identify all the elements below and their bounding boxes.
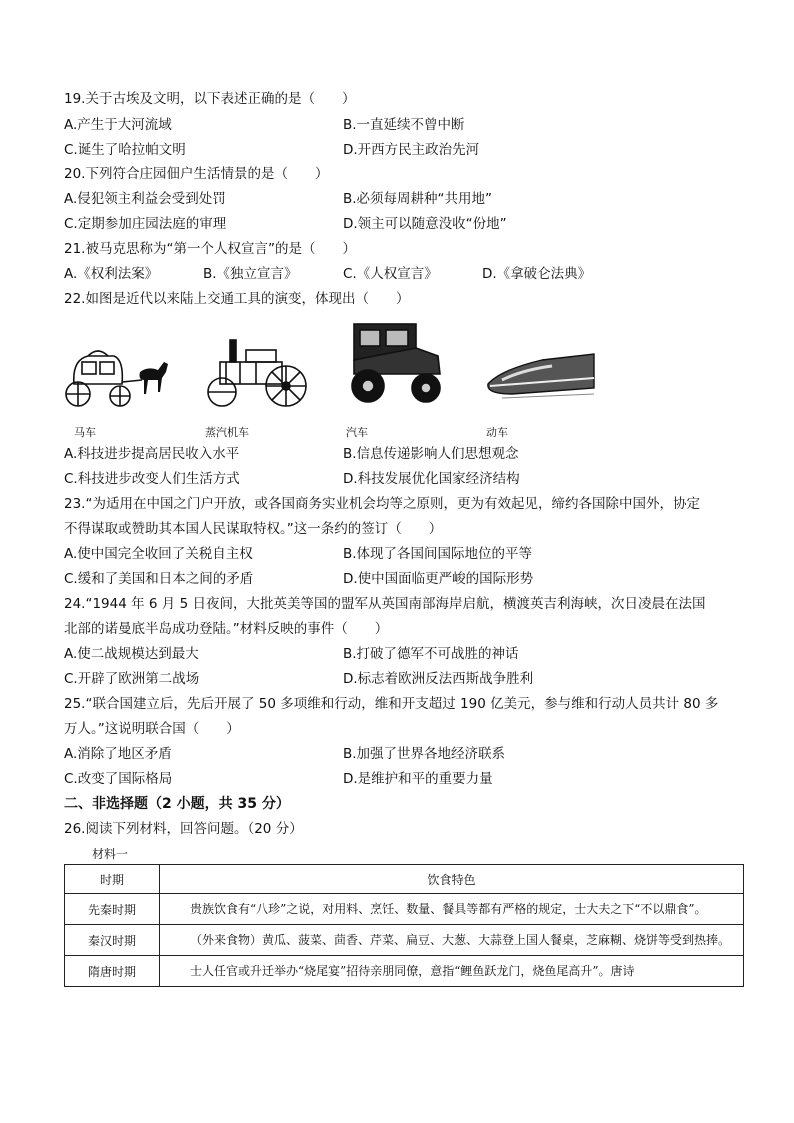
- table-header-row: [65, 865, 744, 894]
- q25-option-d: D.是维护和平的重要力量: [343, 771, 493, 787]
- q24-stem-line1: 24.“1944 年 6 月 5 日夜间，大批英美等国的盟军从英国南部海岸启航，横渡英吉利海峡，次日凌晨在法国: [64, 596, 706, 612]
- row-feature: 贵族饮食有“八珍”之说，对用料、烹饪、数量、餐具等都有严格的规定，士大夫之下“不以鼎食”。: [160, 894, 744, 925]
- q19-option-c: C.诞生了哈拉帕文明: [64, 142, 186, 158]
- section-heading: 二、非选择题（2 小题，共 35 分）: [64, 796, 290, 812]
- q22-option-d: D.科技发展优化国家经济结构: [343, 471, 520, 487]
- q23-stem-line1: 23.“为适用在中国之门户开放，或各国商务实业机会均等之原则，更为有效起见，缔约各国除中国外，协定: [64, 496, 700, 512]
- q25-option-b: B.加强了世界各地经济联系: [343, 746, 506, 762]
- q24-stem-line2: 北部的诺曼底半岛成功登陆。”材料反映的事件（ ）: [64, 621, 389, 637]
- table-row: [65, 894, 744, 925]
- q24-option-c: C.开辟了欧洲第二战场: [64, 671, 200, 687]
- row-period: 先秦时期: [65, 894, 160, 925]
- q21-option-a: A.《权利法案》: [64, 266, 159, 282]
- q25-option-a: A.消除了地区矛盾: [64, 746, 172, 762]
- q20-option-d: D.领主可以随意没收“份地”: [343, 216, 507, 232]
- q23-option-c: C.缓和了美国和日本之间的矛盾: [64, 571, 254, 587]
- q23-stem-line2: 不得谋取或赞助其本国人民谋取特权。”这一条约的签订（ ）: [64, 521, 443, 537]
- q25-option-c: C.改变了国际格局: [64, 771, 173, 787]
- q24-option-a: A.使二战规模达到最大: [64, 646, 199, 662]
- figure-caption-train: 动车: [486, 426, 508, 439]
- q21-stem: 21.被马克思称为“第一个人权宣言”的是（ ）: [64, 241, 356, 257]
- q19-option-a: A.产生于大河流域: [64, 117, 172, 133]
- q20-option-b: B.必须每周耕种“共用地”: [343, 191, 493, 207]
- q22-option-b: B.信息传递影响人们思想观念: [343, 446, 519, 462]
- table-row: [65, 956, 744, 987]
- q23-option-a: A.使中国完全收回了关税自主权: [64, 546, 253, 562]
- q23-option-d: D.使中国面临更严峻的国际形势: [343, 571, 534, 587]
- q19-stem: 19.关于古埃及文明，以下表述正确的是（ ）: [64, 91, 356, 107]
- material-label: 材料一: [92, 847, 129, 861]
- q24-option-b: B.打破了德军不可战胜的神话: [343, 646, 519, 662]
- q19-option-b: B.一直延续不曾中断: [343, 117, 465, 133]
- q21-option-c: C.《人权宣言》: [343, 266, 438, 282]
- diet-table: [64, 864, 744, 987]
- row-feature: （外来食物）黄瓜、菠菜、茴香、芹菜、扁豆、大葱、大蒜登上国人餐桌，芝麻糊、烧饼等受到热捧。: [160, 925, 744, 956]
- figure-caption-steam-engine: 蒸汽机车: [205, 426, 249, 439]
- q19-option-d: D.开西方民主政治先河: [343, 142, 480, 158]
- carriage-figure: [62, 342, 174, 412]
- row-feature: 士人任官或升迁举办“烧尾宴”招待亲朋同僚，意指“鲤鱼跃龙门，烧鱼尾高升”。唐诗: [160, 956, 744, 987]
- figure-caption-car: 汽车: [346, 426, 368, 439]
- q24-option-d: D.标志着欧洲反法西斯战争胜利: [343, 671, 534, 687]
- q22-option-c: C.科技进步改变人们生活方式: [64, 471, 240, 487]
- q21-option-d: D.《拿破仑法典》: [482, 266, 592, 282]
- steam-engine-figure: [200, 336, 318, 412]
- car-figure: [340, 318, 452, 408]
- q22-stem: 22.如图是近代以来陆上交通工具的演变，体现出（ ）: [64, 291, 410, 307]
- table-row: [65, 925, 744, 956]
- row-period: 隋唐时期: [65, 956, 160, 987]
- header-period: 时期: [65, 865, 160, 894]
- q20-stem: 20.下列符合庄园佃户生活情景的是（ ）: [64, 166, 329, 182]
- figure-caption-carriage: 马车: [74, 426, 96, 439]
- q23-option-b: B.体现了各国间国际地位的平等: [343, 546, 533, 562]
- q20-option-c: C.定期参加庄园法庭的审理: [64, 216, 227, 232]
- q26-stem: 26.阅读下列材料，回答问题。（20 分）: [64, 821, 303, 837]
- q20-option-a: A.侵犯领主利益会受到处罚: [64, 191, 226, 207]
- header-feature: 饮食特色: [160, 865, 744, 894]
- q25-stem-line2: 万人。”这说明联合国（ ）: [64, 721, 240, 737]
- row-period: 秦汉时期: [65, 925, 160, 956]
- q22-option-a: A.科技进步提高居民收入水平: [64, 446, 240, 462]
- q21-option-b: B.《独立宣言》: [203, 266, 298, 282]
- bullet-train-figure: [482, 348, 596, 408]
- q25-stem-line1: 25.“联合国建立后，先后开展了 50 多项维和行动，维和开支超过 190 亿美元，参与维和行动人员共计 80 多: [64, 696, 719, 712]
